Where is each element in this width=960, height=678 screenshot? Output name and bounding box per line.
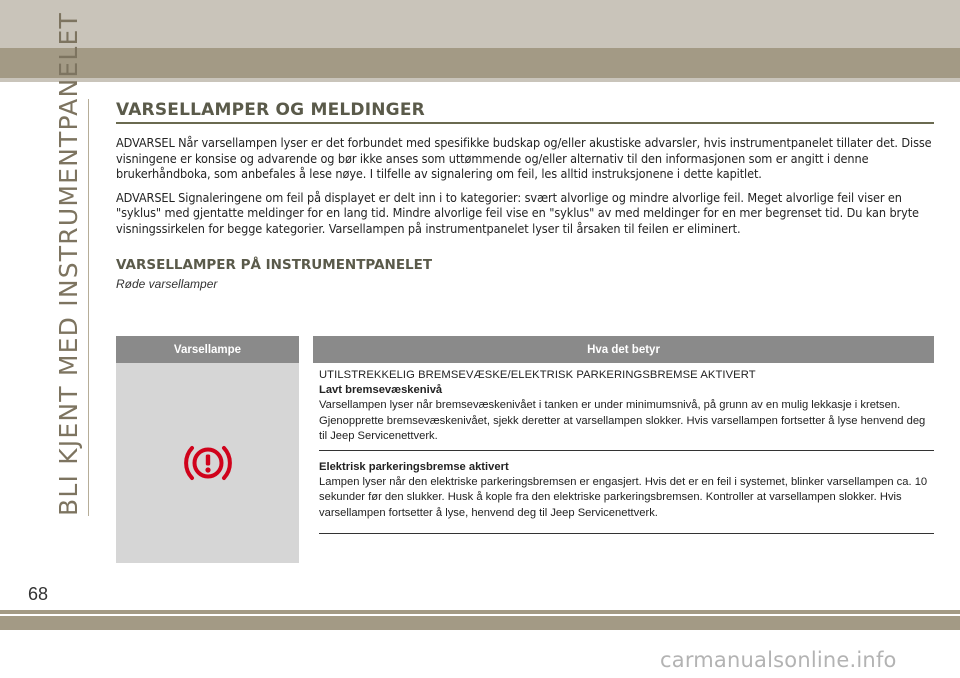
- side-rule: [88, 99, 89, 516]
- row1-text: Varsellampen lyser når bremsevæskenivået i tanken er under minimumsnivå, på grunn av en mulig lekkasje i kretsen. Gjenopprette bremsevæskenivået, sjekk deretter at varsellampen slokker. Hvis varsellampen fortsetter å lyse henvend deg til Jeep Servicenettverk.: [319, 399, 926, 442]
- brake-warning-icon: [180, 435, 236, 491]
- main-content: [116, 100, 934, 291]
- warning-paragraph-1: ADVARSEL Når varsellampen lyser er det forbundet med spesifikke budskap og/eller akustiske advarsler, hvis instrumentpanelet tillater det. Disse visningene er konsise og advarende og bør ikke anses som uttømmende og/eller alternativ til den informasjonen som er angitt i denne brukerhåndboka, som anbefales å lese nøye. I tilfelle av signalering om feil, les alltid instruksjonene i dette kapitlet.: [116, 135, 932, 182]
- chapter-side-title: BLI KJENT MED INSTRUMENTPANELET: [54, 12, 83, 516]
- subsection-title: VARSELLAMPER PÅ INSTRUMENTPANELET: [116, 256, 433, 273]
- table-row: [116, 363, 934, 563]
- bottom-rule: [0, 610, 960, 614]
- icon-cell: [116, 363, 299, 563]
- top-band-stripe: [0, 48, 960, 78]
- section-title: VARSELLAMPER OG MELDINGER: [116, 100, 934, 124]
- row2-subtitle: Elektrisk parkeringsbremse aktivert: [319, 461, 509, 474]
- page-number: 68: [28, 584, 49, 604]
- row-brake-fluid: [319, 363, 934, 451]
- table-caption: Røde varsellamper: [116, 276, 218, 291]
- row1-title: UTILSTREKKELIG BREMSEVÆSKE/ELEKTRISK PARKERINGSBREMSE AKTIVERT: [319, 369, 756, 381]
- top-band: [0, 0, 960, 82]
- description-column: [299, 363, 934, 563]
- warning-lamp-table: [116, 336, 934, 563]
- header-meaning: Hva det betyr: [587, 343, 660, 356]
- row2-text: Lampen lyser når den elektriske parkeringsbremsen er engasjert. Hvis det er en feil i systemet, blinker varsellampen ca. 10 sekunder før den slukker. Husk å kople fra den elektriske parkeringsbremsen. Kontroller at varsellampen slokker. Hvis varsellampen fortsetter å lyse, henvend deg til Jeep Servicenettverk.: [319, 476, 928, 519]
- row-parking-brake: [319, 451, 934, 534]
- table-header: [116, 336, 934, 363]
- bottom-band: [0, 616, 960, 630]
- warning-paragraph-2: ADVARSEL Signaleringene om feil på displayet er delt inn i to kategorier: svært alvorlige og mindre alvorlige feil. Meget alvorlige feil viser en "syklus" med gjentatte meldinger for en lang tid. Mindre alvorlige feil vise en "syklus" av med meldinger for en mer begrenset tid. Du kan bryte visningssirkelen for begge kategorier. Varsellampen på instrumentpanelet lyser til årsaken til feilen er eliminert.: [116, 189, 919, 236]
- watermark: carmanualsonline.info: [660, 648, 897, 672]
- row1-subtitle: Lavt bremsevæskenivå: [319, 384, 443, 397]
- header-warning-lamp: Varsellampe: [173, 343, 242, 356]
